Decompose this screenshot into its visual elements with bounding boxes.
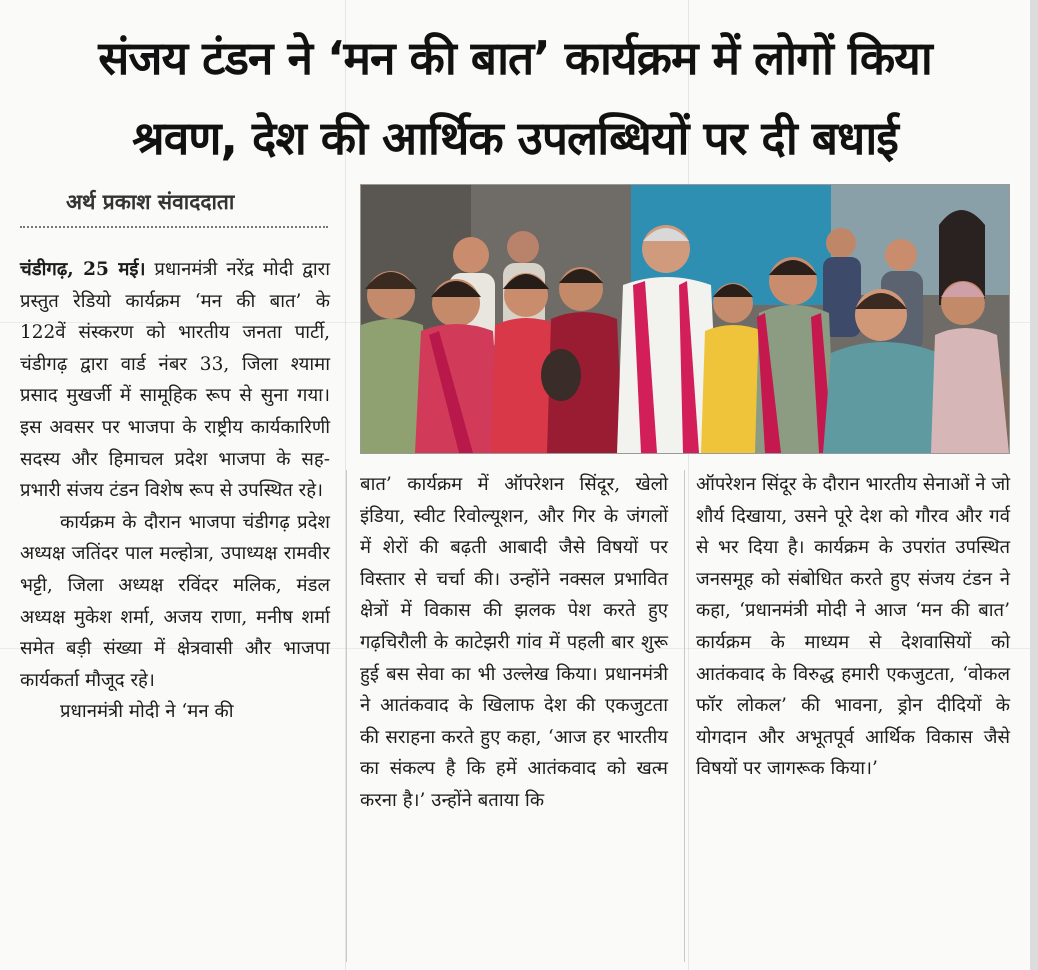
headline-line-1: संजय टंडन ने ‘मन की बात’ कार्यक्रम में लोगों किया — [98, 31, 932, 85]
article-column-1 — [20, 254, 330, 728]
page-edge — [1030, 0, 1038, 970]
byline: अर्थ प्रकाश संवाददाता — [20, 188, 328, 228]
paragraph: कार्यक्रम के दौरान भाजपा चंडीगढ़ प्रदेश अध्यक्ष जतिंदर पाल मल्होत्रा, उपाध्यक्ष रामवीर भट्टी, जिला अध्यक्ष रविंदर मलिक, मंडल अध्यक्ष मुकेश शर्मा, अजय राणा, मनीष शर्मा समेत बड़ी संख्या में क्षेत्रवासी और भाजपा कार्यकर्ता मौजूद रहे। — [20, 511, 330, 691]
paragraph: ऑपरेशन सिंदूर के दौरान भारतीय सेनाओं ने जो शौर्य दिखाया, उसने पूरे देश को गौरव और गर्व से भर दिया है। कार्यक्रम के उपरांत उपस्थित जनसमूह को संबोधित करते हुए संजय टंडन ने कहा, ‘प्रधानमंत्री मोदी ने आज ‘मन की बात’ कार्यक्रम के माध्यम से देशवासियों को आतंकवाद के विरुद्ध हमारी एकजुटता, ‘वोकल फॉर लोकल’ की भावना, ड्रोन दीदियों के योगदान और अभूतपूर्व आर्थिक विकास जैसे विषयों पर जागरूक किया।’ — [696, 474, 1010, 780]
paragraph: बात’ कार्यक्रम में ऑपरेशन सिंदूर, खेलो इंडिया, स्वीट रिवोल्यूशन, और गिर के जंगलों में शेरों की बढ़ती आबादी जैसे विषयों पर विस्तार से चर्चा की। उन्होंने नक्सल प्रभावित क्षेत्रों में विकास की झलक पेश करते हुए गढ़चिरौली के काटेझरी गांव में पहली बार शुरू हुई बस सेवा का भी उल्लेख किया। प्रधानमंत्री ने आतंकवाद के खिलाफ देश की एकजुटता की सराहना करते हुए कहा, ‘आज हर भारतीय का संकल्प है कि हमें आतंकवाद को खत्म करना है।’ उन्होंने बताया कि — [360, 474, 668, 811]
column-divider — [684, 470, 685, 962]
column-divider — [346, 470, 347, 962]
article-column-2 — [360, 469, 668, 817]
paragraph: प्रधानमंत्री मोदी ने ‘मन की — [60, 701, 234, 723]
article-column-3 — [696, 469, 1010, 785]
group-photo-image — [361, 185, 1009, 453]
dateline: चंडीगढ़, 25 मई। — [20, 259, 146, 280]
news-photo — [360, 184, 1010, 454]
headline-line-2: श्रवण, देश की आर्थिक उपलब्धियों पर दी बधाई — [132, 111, 898, 165]
paragraph: प्रधानमंत्री नरेंद्र मोदी द्वारा प्रस्तुत रेडियो कार्यक्रम ‘मन की बात’ के 122वें संस्करण को भारतीय जनता पार्टी, चंडीगढ़ द्वारा वार्ड नंबर 33, जिला श्यामा प्रसाद मुखर्जी में सामूहिक रूप से सुना गया। इस अवसर पर भाजपा के राष्ट्रीय कार्यकारिणी सदस्य और हिमाचल प्रदेश भाजपा के सह-प्रभारी संजय टंडन विशेष रूप से उपस्थित रहे। — [20, 259, 331, 502]
